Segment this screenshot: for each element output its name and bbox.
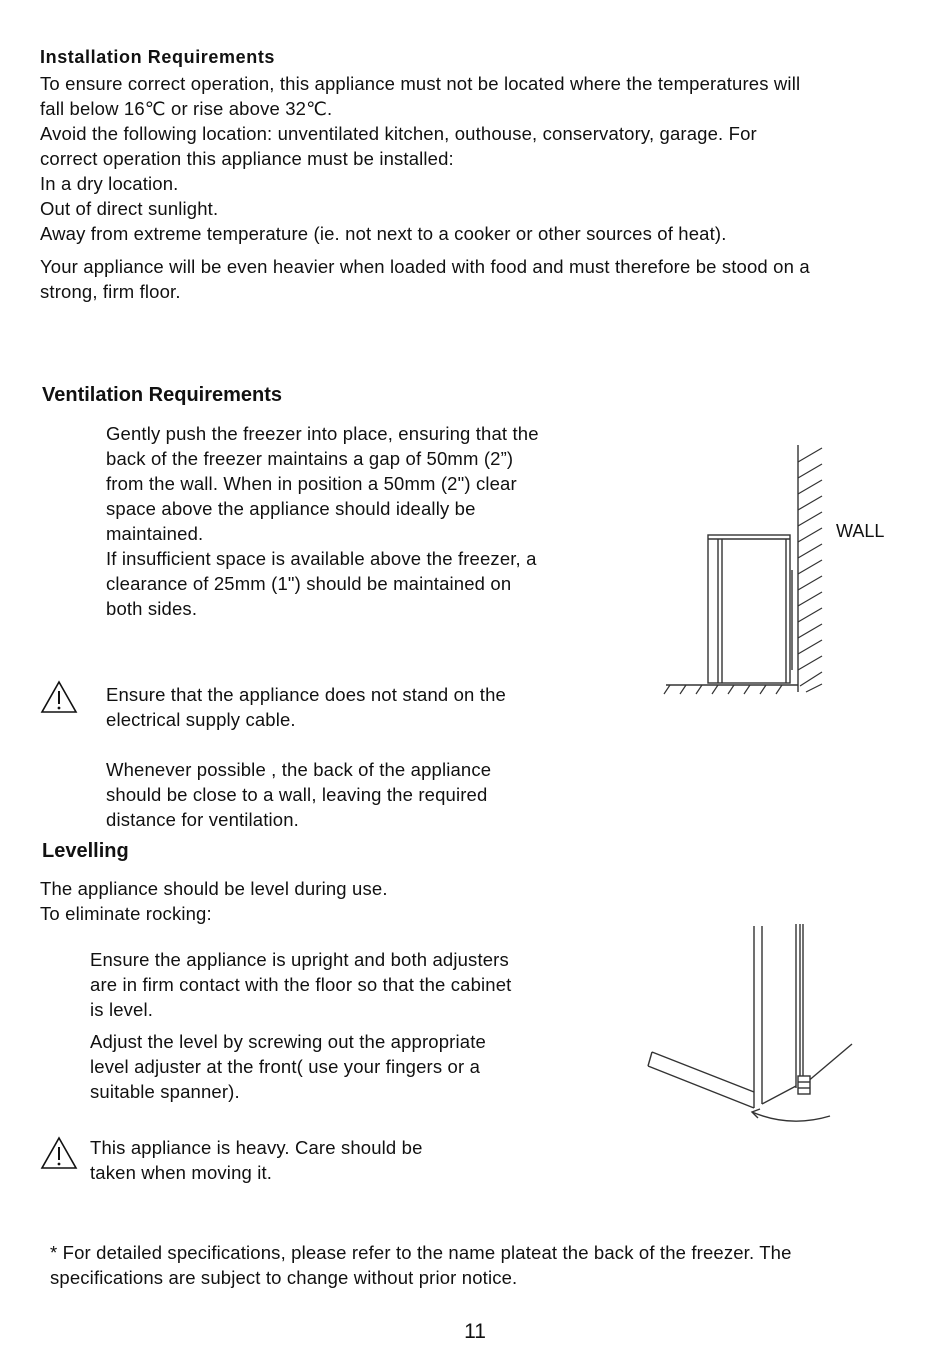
footnote-line: specifications are subject to change without prior notice. [50, 1267, 518, 1288]
ventilation-line: Gently push the freezer into place, ensuring that the [106, 423, 539, 444]
installation-line: strong, firm floor. [40, 281, 181, 302]
page-number: 11 [464, 1320, 486, 1343]
ventilation-warning-line: electrical supply cable. [106, 709, 296, 730]
level-adjuster-diagram [640, 920, 860, 1130]
warning-icon [40, 680, 78, 714]
levelling-heading: Levelling [42, 840, 129, 862]
installation-line: correct operation this appliance must be installed: [40, 148, 454, 169]
installation-line: fall below 16℃ or rise above 32℃. [40, 98, 333, 119]
installation-line: In a dry location. [40, 173, 179, 194]
ventilation-line: If insufficient space is available above the freezer, a [106, 548, 537, 569]
installation-line: Your appliance will be even heavier when loaded with food and must therefore be stood on a [40, 256, 810, 277]
levelling-para2-line: suitable spanner). [90, 1081, 240, 1102]
ventilation-heading: Ventilation Requirements [42, 384, 283, 406]
installation-line: Out of direct sunlight. [40, 198, 219, 219]
ventilation-note-line: Whenever possible , the back of the appliance [106, 759, 492, 780]
ventilation-note-line: should be close to a wall, leaving the required [106, 784, 488, 805]
ventilation-note-line: distance for ventilation. [106, 809, 299, 830]
ventilation-warning-line: Ensure that the appliance does not stand on the [106, 684, 506, 705]
ventilation-line: from the wall. When in position a 50mm (2") clear [106, 473, 517, 494]
ventilation-line: clearance of 25mm (1") should be maintained on [106, 573, 512, 594]
ventilation-line: space above the appliance should ideally be [106, 498, 476, 519]
levelling-warning-line: This appliance is heavy. Care should be [90, 1137, 423, 1158]
levelling-intro-line: To eliminate rocking: [40, 903, 212, 924]
installation-line: To ensure correct operation, this appliance must not be located where the temperatures will [40, 73, 801, 94]
warning-icon [40, 1136, 78, 1170]
freezer-wall-clearance-diagram [660, 440, 840, 705]
ventilation-line: maintained. [106, 523, 204, 544]
ventilation-line: both sides. [106, 598, 198, 619]
levelling-para2-line: Adjust the level by screwing out the appropriate [90, 1031, 486, 1052]
installation-line: Avoid the following location: unventilated kitchen, outhouse, conservatory, garage. For [40, 123, 757, 144]
levelling-para1-line: Ensure the appliance is upright and both adjusters [90, 949, 509, 970]
levelling-para1-line: is level. [90, 999, 154, 1020]
levelling-para2-line: level adjuster at the front( use your fingers or a [90, 1056, 481, 1077]
ventilation-line: back of the freezer maintains a gap of 50mm (2”) [106, 448, 514, 469]
footnote-line: * For detailed specifications, please refer to the name plateat the back of the freezer. The [50, 1242, 792, 1263]
wall-label: WALL [836, 521, 885, 541]
installation-heading: Installation Requirements [40, 47, 276, 67]
levelling-warning-line: taken when moving it. [90, 1162, 273, 1183]
levelling-para1-line: are in firm contact with the floor so that the cabinet [90, 974, 512, 995]
installation-line: Away from extreme temperature (ie. not next to a cooker or other sources of heat). [40, 223, 727, 244]
levelling-intro-line: The appliance should be level during use. [40, 878, 388, 899]
